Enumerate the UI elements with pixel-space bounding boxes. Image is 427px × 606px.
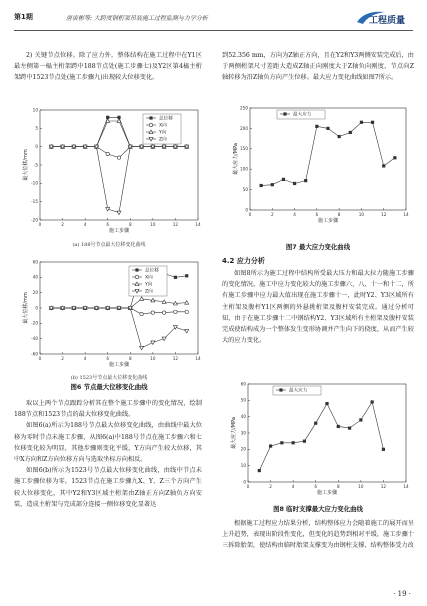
x-axis-label: 施工步骤 <box>316 490 338 496</box>
legend-label: 总位移 <box>145 268 159 274</box>
y-tick-label: 20 <box>240 446 246 452</box>
y-axis-label: 最大位移/mm <box>23 292 29 324</box>
legend-label: 最大应力 <box>289 388 308 394</box>
x-tick-label: 6 <box>315 212 319 217</box>
y-tick-label: 150 <box>240 146 248 152</box>
y-axis-label: 最大应力/MPa <box>233 143 239 175</box>
x-tick-label: 10 <box>150 222 156 227</box>
legend-label: 总位移 <box>159 116 173 122</box>
data-point <box>371 121 374 124</box>
data-point <box>314 422 317 425</box>
x-tick-label: 6 <box>106 356 110 361</box>
data-point <box>185 310 188 313</box>
data-point <box>338 135 341 138</box>
x-tick-label: 8 <box>336 484 340 489</box>
data-point <box>269 444 272 447</box>
figure-7 <box>222 104 414 228</box>
x-tick-label: 2 <box>270 212 274 217</box>
plot-frame <box>248 384 406 482</box>
data-point <box>293 182 296 185</box>
y-tick-label: 60 <box>32 259 38 265</box>
data-point <box>348 427 351 430</box>
running-title: 唐寅彬等: 大跨度钢桁架吊装施工过程监测与力学分析 <box>66 15 208 22</box>
data-point <box>185 274 188 277</box>
left-para-4: 如图6(b)所示为1523号节点最大位移变化曲线，由线中节点未施工步骤位移为零，1523节点在施工步骤九X、Y、Z三个方向产生较大位移变化，其中Y2和Y3区域主桁架由Z轴正方向Z轴负方向安装，造成主桁架与完成部分连接一侧位移变化显著达 <box>14 467 202 508</box>
data-point <box>140 297 144 301</box>
x-tick-label: 8 <box>337 212 341 217</box>
y-tick-label: -5 <box>33 162 38 168</box>
data-point <box>349 131 352 134</box>
right-para-1: 到52.356 mm，方向为Z轴正方向，且在Y2和Y3两侧安装完成后，由于两侧桁架尺寸差距大造成Z轴正向刚度大于Z轴负向刚度，节点向Z轴转移为沿Z轴负方向产生位移。最大应力变化曲线如图7所示。 <box>222 52 414 82</box>
legend-label: Z向 <box>145 289 153 295</box>
y-tick-label: 50 <box>242 187 248 192</box>
data-point <box>337 425 340 428</box>
y-tick-label: 40 <box>240 414 246 420</box>
figure-6a-caption: (a) 188号节点最大位移变化曲线 <box>72 242 146 248</box>
x-tick-label: 2 <box>269 484 272 489</box>
x-tick-label: 12 <box>172 356 179 361</box>
x-tick-label: 14 <box>195 222 201 227</box>
section-4-2-heading: 4.2 应力分析 <box>222 257 265 265</box>
right-para-3: 根据施工过程应力结果分析，结构整体应力会随着施工的展开而呈上升趋势，表现出阶段性变化，但变化的趋势到相对平缓，施工步骤十三拆除胎架，使结构由临时胎架支撑变为由钢柱支撑，结构整体受力改 <box>222 520 414 550</box>
plot-frame <box>250 108 406 210</box>
y-tick-label: 200 <box>240 125 248 131</box>
page-header <box>14 8 413 28</box>
y-tick-label: 0 <box>243 479 246 485</box>
x-tick-label: 12 <box>380 484 387 489</box>
y-tick-label: 5 <box>35 125 38 131</box>
x-axis-label: 施工步骤 <box>108 362 130 368</box>
y-tick-label: -20 <box>31 217 38 223</box>
legend-marker <box>135 275 138 278</box>
data-point <box>326 127 329 130</box>
y-tick-label: 60 <box>240 381 246 387</box>
x-tick-label: 0 <box>38 222 42 227</box>
x-tick-label: 8 <box>128 356 132 361</box>
legend-marker <box>283 112 286 115</box>
y-tick-label: 10 <box>240 463 246 469</box>
data-point <box>382 164 385 167</box>
data-point <box>282 178 285 181</box>
figure-6b <box>14 256 204 376</box>
legend-marker <box>135 268 138 271</box>
x-tick-label: 6 <box>314 484 318 489</box>
data-point <box>292 441 295 444</box>
figure-7-title: 图7 最大应力变化曲线 <box>285 243 351 251</box>
data-point <box>304 179 307 182</box>
data-point <box>260 184 263 187</box>
y-tick-label: 10 <box>32 107 38 113</box>
series-line <box>261 122 395 185</box>
y-axis-label: 最大位移/mm <box>23 149 29 181</box>
left-para-3: 如图6(a)所示为188号节点最大位移变化曲线，由曲线中最大位移为零时节点未施工步骤，从图6(a)中188号节点在施工步骤六和七位移变化较为明显，其他步骤则变化平缓，Y方向产生较大位移，其中X方向和Z方向位移方向与选取坐标方向相反。 <box>14 422 202 464</box>
data-point <box>258 469 261 472</box>
x-tick-label: 10 <box>358 484 364 489</box>
legend-label: 最大应力 <box>293 112 312 118</box>
data-point <box>315 125 318 128</box>
x-tick-label: 4 <box>293 212 296 217</box>
legend-marker <box>149 116 152 119</box>
y-tick-label: 50 <box>240 397 246 403</box>
legend-label: Y向 <box>145 282 153 288</box>
x-tick-label: 14 <box>403 212 409 217</box>
x-tick-label: 4 <box>83 356 87 361</box>
legend-label: Y向 <box>159 130 167 136</box>
left-para-2: 取以上两个节点跟踪分析其在整个施工步骤中的变化情况，绘制188节点和1523节点的最大位移变化曲线。 <box>14 400 202 419</box>
legend-marker <box>279 388 282 391</box>
page-number: · 19 · <box>393 590 411 598</box>
y-tick-label: -60 <box>31 351 38 357</box>
x-tick-label: 8 <box>128 222 132 227</box>
x-tick-label: 12 <box>381 212 387 217</box>
data-point <box>185 329 189 333</box>
x-tick-label: 4 <box>291 484 295 489</box>
data-point <box>174 276 177 279</box>
data-point <box>117 156 120 159</box>
y-tick-label: -40 <box>31 336 38 342</box>
y-tick-label: 40 <box>32 274 38 280</box>
logo-text: 工程质量 <box>369 16 406 26</box>
figure-8 <box>222 380 414 500</box>
figure-8-title: 图8 临时支撑最大应力变化曲线 <box>273 505 363 513</box>
journal-logo <box>355 8 413 28</box>
y-tick-label: 30 <box>240 430 246 436</box>
data-point <box>162 311 165 314</box>
legend-label: Z向 <box>159 137 167 143</box>
data-point <box>106 152 109 155</box>
data-point <box>140 346 144 350</box>
x-tick-label: 10 <box>150 356 156 361</box>
y-tick-label: -10 <box>31 180 38 186</box>
x-tick-label: 0 <box>38 356 42 361</box>
series-line <box>51 308 186 348</box>
data-point <box>280 441 283 444</box>
x-tick-label: 14 <box>195 356 201 361</box>
left-body-text <box>14 398 202 510</box>
data-point <box>174 310 177 313</box>
figure-6-title: 图6 节点最大位移变化曲线 <box>70 383 148 391</box>
legend-label: X向 <box>159 123 167 129</box>
x-tick-label: 0 <box>246 484 250 489</box>
data-point <box>325 402 328 405</box>
data-point <box>371 400 374 403</box>
left-para-1: 2) 关键节点位移。除了应力外，整体结构在施工过程中在Y1区最左侧第一榀主桁架跨中188节点处(施工步骤七)及Y2区第4榀主桁架跨中1523节点处(施工步骤九)出现较大位移变化。 <box>14 52 202 82</box>
y-tick-label: 100 <box>240 166 248 172</box>
y-tick-label: 0 <box>35 305 38 311</box>
data-point <box>360 121 363 124</box>
x-tick-label: 14 <box>403 484 409 489</box>
y-tick-label: 0 <box>245 207 248 213</box>
data-point <box>140 312 143 315</box>
x-tick-label: 6 <box>106 222 110 227</box>
y-tick-label: 20 <box>32 290 38 296</box>
data-point <box>151 341 155 345</box>
figure-6a <box>14 104 204 246</box>
x-axis-label: 施工步骤 <box>317 218 339 224</box>
x-tick-label: 2 <box>61 356 64 361</box>
y-tick-label: 0 <box>35 144 38 150</box>
x-tick-label: 10 <box>358 212 365 217</box>
y-axis-label: 最大应力/MPa <box>231 417 237 449</box>
series-line <box>259 402 383 471</box>
header-rule <box>14 30 413 31</box>
x-tick-label: 0 <box>248 212 252 217</box>
data-point <box>393 156 396 159</box>
x-tick-label: 4 <box>83 222 87 227</box>
y-tick-label: -20 <box>31 320 38 326</box>
figure-6b-caption: (b) 1523号节点最大位移变化曲线 <box>70 375 148 381</box>
x-tick-label: 2 <box>61 222 64 227</box>
right-para-2: 如图8所示为施工过程中结构所受最大压力和最大拉力随施工步骤的变化情况。施工中应力变化较大的施工步骤六、八、十一和十二，所有施工步骤中应力最大值出现在施工步骤十一，此时Y2、Y3区域所有主桁架及腹杆Y1区两侧的外悬挑桁架及腹杆安装完成。通过分析可知，由于在施工步骤十二中钢结构Y2、Y3区域所有主桁架及腹杆安装完成使结构成为一个整体发生变形协调并产生向下的挠度，从而产生较大的应力变化。 <box>222 270 414 345</box>
issue-number: 第1期 <box>14 13 33 21</box>
data-point <box>117 211 121 215</box>
data-point <box>271 183 274 186</box>
legend-label: X向 <box>145 275 153 281</box>
legend-marker <box>149 123 152 126</box>
data-point <box>382 448 385 451</box>
data-point <box>359 418 362 421</box>
x-tick-label: 12 <box>172 222 179 227</box>
data-point <box>151 311 154 314</box>
x-axis-label: 施工步骤 <box>108 228 130 234</box>
y-tick-label: -15 <box>31 199 38 205</box>
data-point <box>303 440 306 443</box>
y-tick-label: 250 <box>240 105 248 111</box>
